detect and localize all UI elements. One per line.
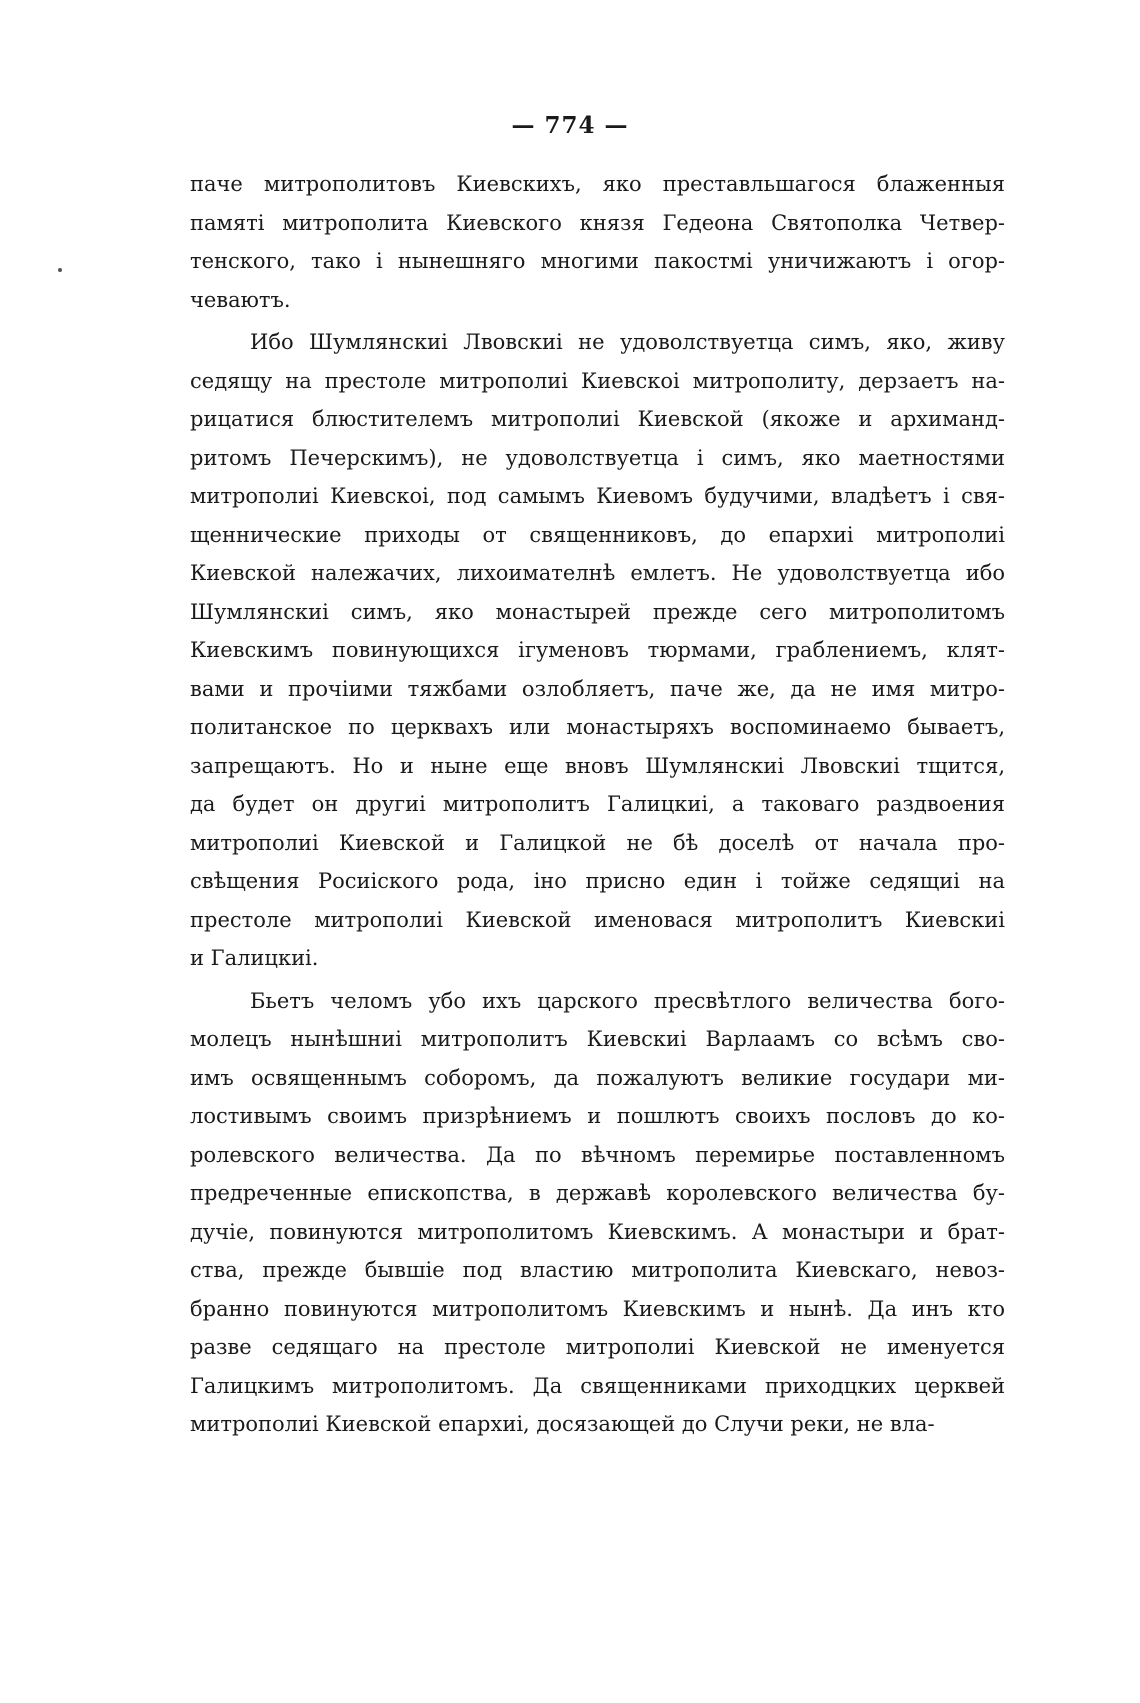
text-line: престоле митрополиі Киевской именовася митрополитъ Киевскиі — [190, 907, 1005, 932]
text-line: молецъ нынѣшниі митрополитъ Киевскиі Варлаамъ со всѣмъ сво- — [190, 1027, 1005, 1051]
body-text — [190, 165, 1005, 1444]
text-line: запрещаютъ. Но и ныне еще вновъ Шумлянскиі Лвовскиі тщится, — [190, 753, 1005, 778]
text-line: ства, прежде бывшіе под властию митрополита Киевскаго, невоз- — [190, 1258, 1005, 1282]
scan-speck-mark — [58, 268, 62, 272]
paragraph — [190, 982, 1005, 1444]
text-line: митрополиі Киевской епархиі, досязающей до Случи реки, не вла- — [190, 1412, 935, 1436]
text-line: памяті митрополита Киевского князя Гедеона Святополка Четвер- — [190, 210, 1005, 235]
text-line: ритомъ Печерскимъ), не удоволствуетца і симъ, яко маетностями — [190, 445, 1005, 470]
text-line: вами и прочіими тяжбами озлобляетъ, паче же, да не имя митро- — [190, 676, 1005, 701]
text-line: дучіе, повинуются митрополитомъ Киевскимъ. А монастыри и брат- — [190, 1219, 1005, 1244]
text-line: Киевской належачих, лихоимателнѣ емлетъ. Не удоволствуетца ибо — [190, 561, 1005, 585]
text-line: политанское по церквахъ или монастыряхъ воспоминаемо бываетъ, — [190, 715, 1005, 739]
text-line: седящу на престоле митрополиі Киевскоі митрополиту, дерзаетъ на- — [190, 368, 1005, 393]
text-line: да будет он другиі митрополитъ Галицкиі, а таковаго раздвоения — [190, 792, 1005, 816]
text-line: Ибо Шумлянскиі Лвовскиі не удоволствуетца симъ, яко, живу — [250, 330, 1005, 354]
page-number: — 774 — — [511, 112, 629, 139]
text-line: имъ освященнымъ соборомъ, да пожалуютъ великие государи ми- — [190, 1065, 1005, 1090]
text-line: паче митрополитовъ Киевскихъ, яко преставльшагося блаженныя — [190, 172, 1005, 196]
text-line: чеваютъ. — [190, 287, 291, 312]
text-line: Бьетъ челомъ убо ихъ царского пресвѣтлого величества бого- — [250, 988, 1005, 1013]
text-line: митрополиі Киевской и Галицкой не бѣ доселѣ от начала про- — [190, 830, 1005, 855]
paragraph — [190, 165, 1005, 319]
text-line: тенского, тако і нынешняго многими пакостмі уничижаютъ і огор- — [190, 249, 1005, 273]
text-line: ролевского величества. Да по вѣчномъ перемирье поставленномъ — [190, 1142, 1005, 1167]
text-line: Галицкимъ митрополитомъ. Да священниками приходцких церквей — [190, 1373, 1005, 1398]
text-line: Киевскимъ повинующихся ігуменовъ тюрмами, граблениемъ, клят- — [190, 638, 1005, 662]
text-line: разве седящаго на престоле митрополиі Киевской не именуется — [190, 1335, 1005, 1359]
text-line: щеннические приходы от священниковъ, до епархиі митрополиі — [190, 522, 1005, 547]
text-line: свѣщения Росиіского рода, іно присно един і тойже седящиі на — [190, 869, 1005, 893]
text-line: лостивымъ своимъ призрѣниемъ и пошлютъ своихъ пословъ до ко- — [190, 1104, 1005, 1128]
text-line: рицатися блюстителемъ митрополиі Киевской (якоже и архиманд- — [190, 407, 1005, 431]
paragraph — [190, 323, 1005, 978]
text-line: и Галицкиі. — [190, 946, 319, 970]
text-line: Шумлянскиі симъ, яко монастырей прежде сего митрополитомъ — [190, 599, 1005, 624]
text-line: предреченные епископства, в державѣ королевского величества бу- — [190, 1181, 1005, 1205]
text-line: митрополиі Киевскоі, под самымъ Киевомъ будучими, владѣетъ і свя- — [190, 484, 1005, 508]
text-line: бранно повинуются митрополитомъ Киевскимъ и нынѣ. Да инъ кто — [190, 1296, 1005, 1321]
